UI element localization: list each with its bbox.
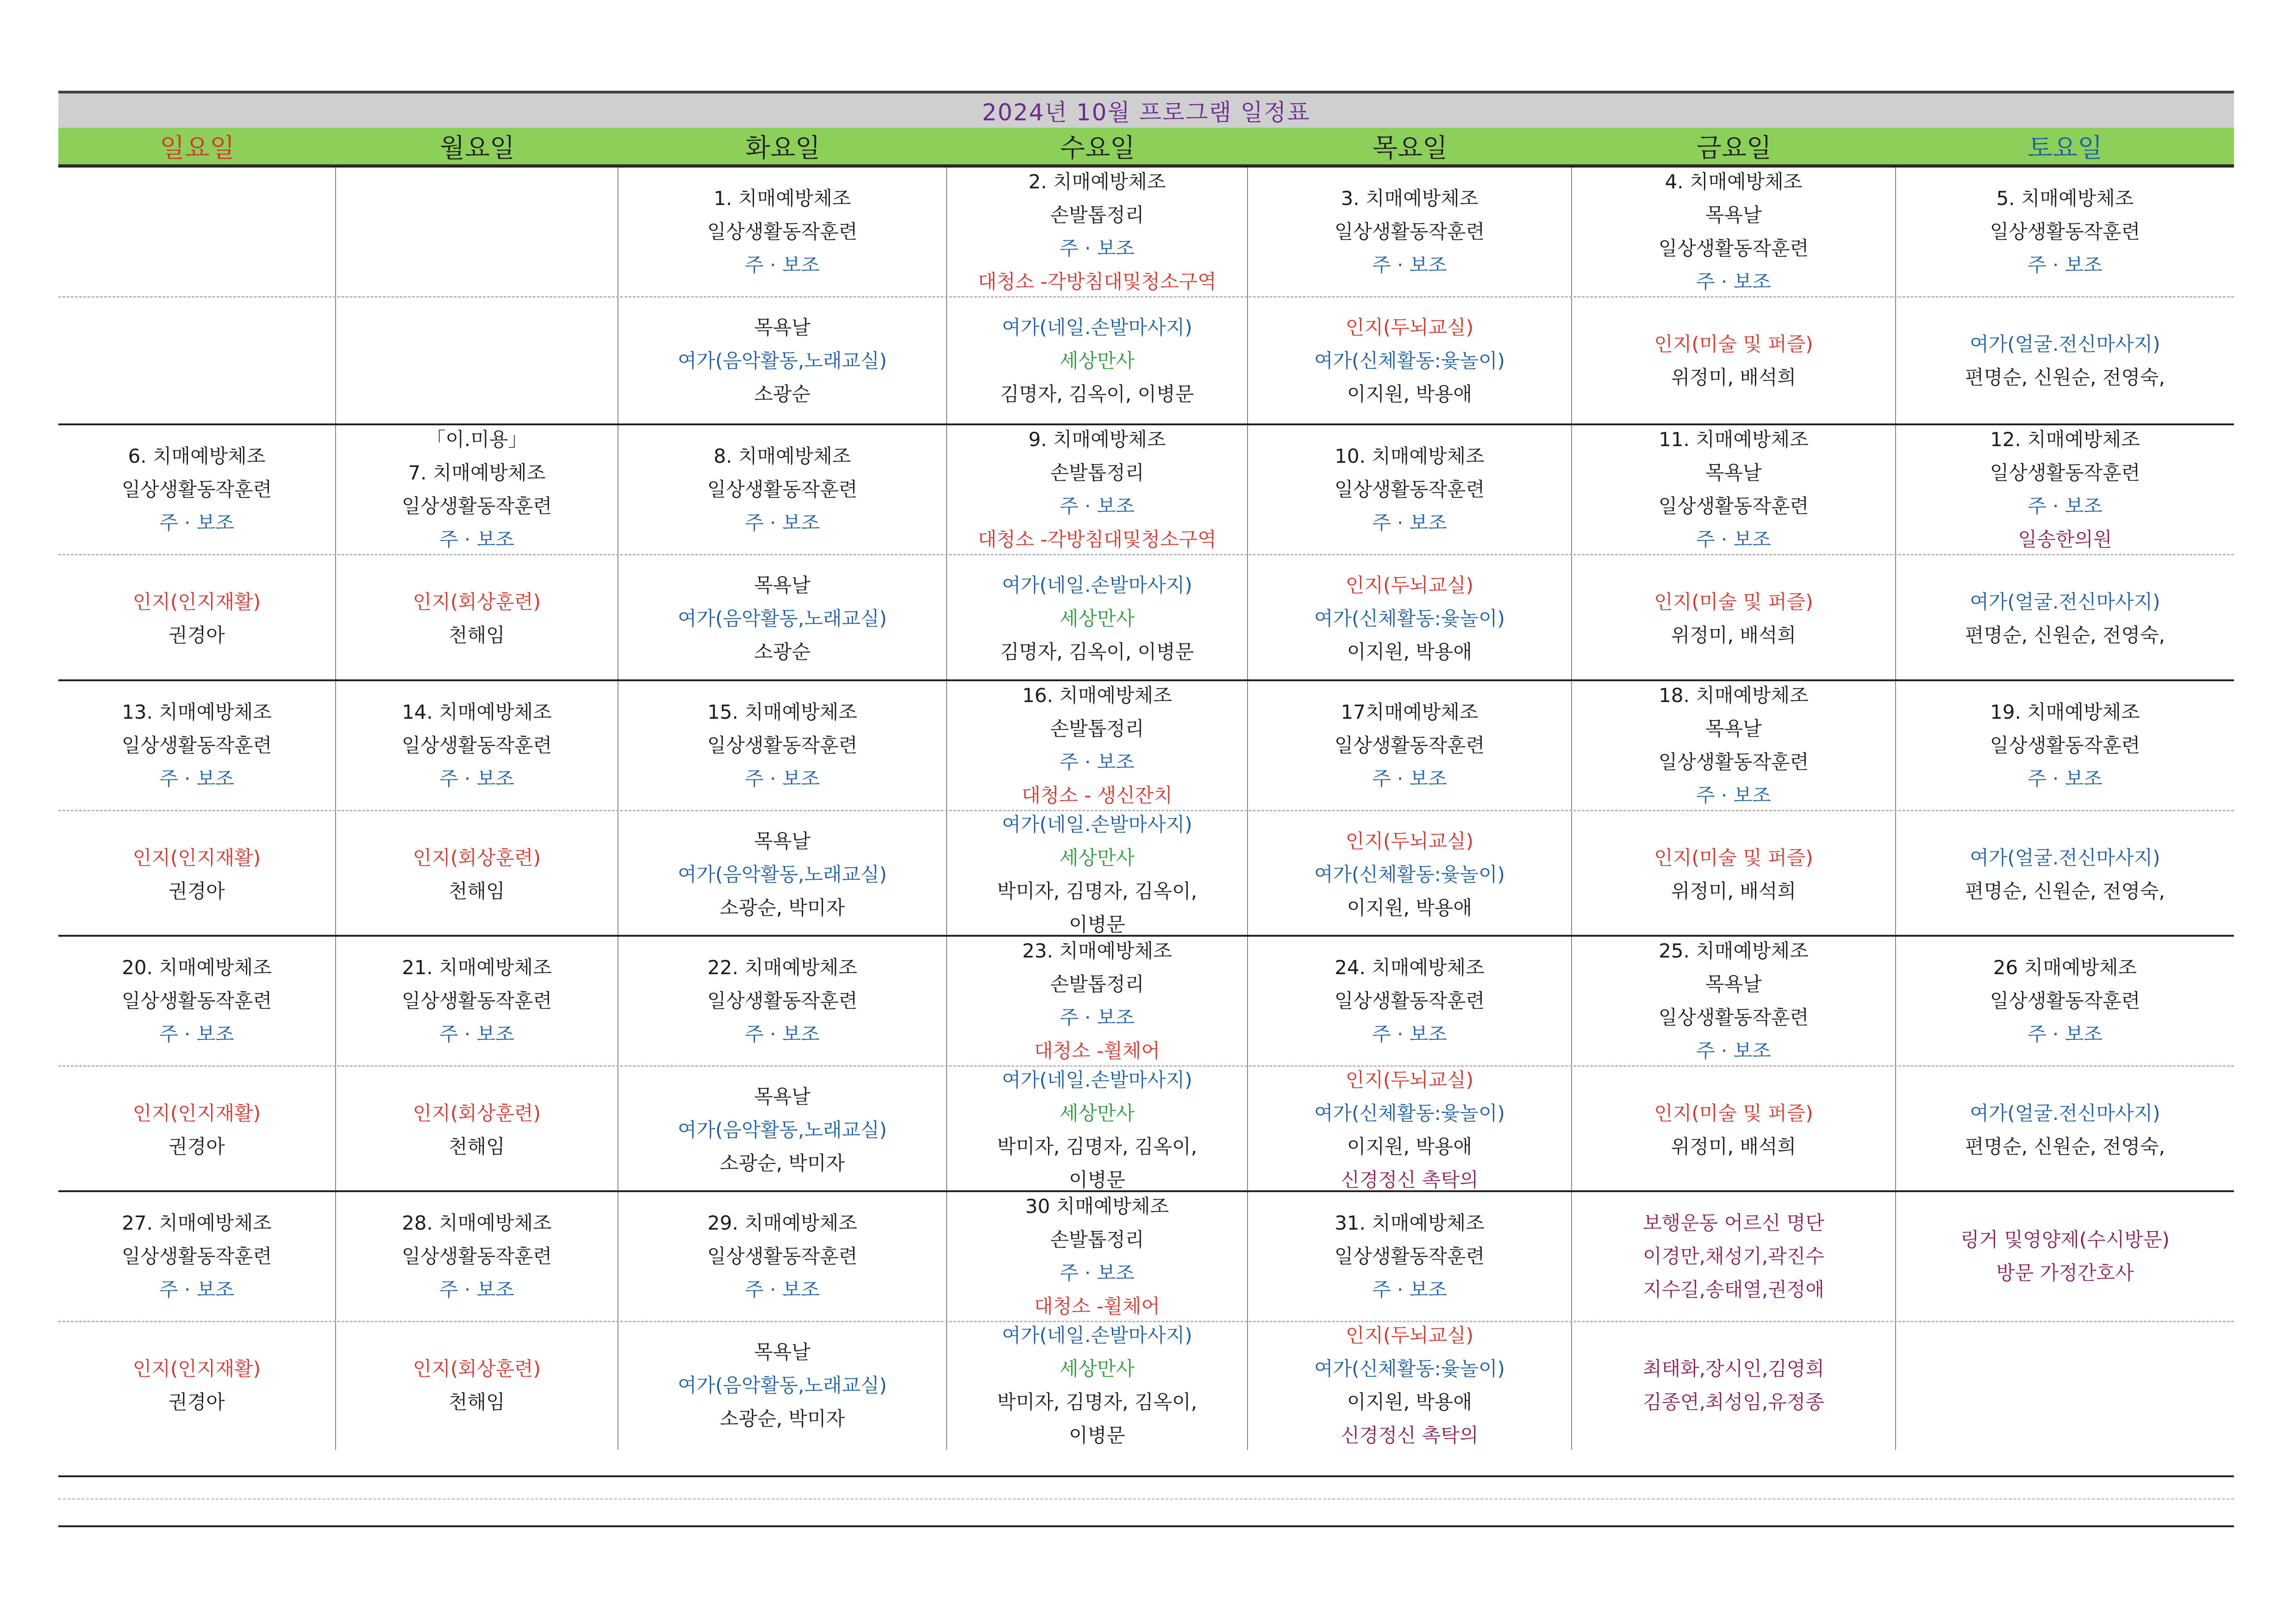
schedule-entry: 박미자, 김명자, 김옥이, — [997, 879, 1197, 902]
schedule-entry: 여가(네일.손발마사지) — [1002, 1324, 1192, 1347]
schedule-entry: 주 · 보조 — [159, 1023, 234, 1045]
schedule-entry: 주 · 보조 — [1060, 1006, 1135, 1029]
schedule-entry: 주 · 보조 — [1060, 751, 1135, 773]
schedule-entry: 인지(인지재활) — [132, 1101, 261, 1125]
day-cell-friday-top — [1572, 681, 1896, 810]
schedule-entry: 일상생활동작훈련 — [707, 1245, 858, 1268]
schedule-entry: 6. 치매예방체조 — [128, 445, 266, 467]
schedule-entry: 편명순, 신원순, 전영숙, — [1965, 1135, 2165, 1158]
schedule-entry: 주 · 보조 — [1696, 528, 1771, 551]
day-cell-thursday-bottom — [1248, 1065, 1572, 1194]
schedule-entry: 2. 치매예방체조 — [1028, 170, 1166, 193]
schedule-entry: 이병문 — [1069, 1424, 1125, 1447]
schedule-entry: 24. 치매예방체조 — [1335, 956, 1485, 979]
weekday-header-tuesday: 화요일 — [745, 133, 821, 163]
schedule-entry: 일상생활동작훈련 — [1658, 495, 1809, 517]
schedule-entry: 주 · 보조 — [1060, 1262, 1135, 1284]
schedule-entry: 21. 치매예방체조 — [402, 956, 552, 979]
schedule-entry: 5. 치매예방체조 — [1996, 187, 2134, 210]
schedule-entry: 주 · 보조 — [439, 528, 514, 551]
day-cell-monday-top — [336, 937, 618, 1065]
schedule-title: 2024년 10월 프로그램 일정표 — [982, 99, 1310, 126]
schedule-entry: 박미자, 김명자, 김옥이, — [997, 1390, 1197, 1413]
schedule-entry: 여가(음악활동,노래교실) — [678, 1118, 887, 1141]
day-cell-tuesday-top — [618, 168, 947, 296]
schedule-entry: 편명순, 신원순, 전영숙, — [1965, 623, 2165, 647]
schedule-entry: 손발톱정리 — [1050, 717, 1144, 740]
schedule-entry: 대청소 - 생신잔치 — [1022, 784, 1173, 807]
schedule-entry: 이지원, 박용애 — [1347, 896, 1472, 919]
day-cell-sunday-bottom — [58, 296, 336, 425]
week-3-bottom-row — [58, 810, 2234, 939]
schedule-entry: 10. 치매예방체조 — [1335, 445, 1485, 467]
day-cell-tuesday-top — [618, 425, 947, 554]
schedule-entry: 주 · 보조 — [1696, 1039, 1771, 1062]
schedule-entry: 일상생활동작훈련 — [1990, 989, 2140, 1012]
schedule-entry: 인지(두뇌교실) — [1345, 829, 1474, 852]
schedule-entry: 방문 가정간호사 — [1996, 1262, 2134, 1284]
schedule-entry: 권경아 — [168, 623, 225, 647]
schedule-entry: 여가(얼굴.전신마사지) — [1970, 332, 2160, 355]
schedule-entry: 일상생활동작훈련 — [121, 1245, 272, 1268]
week-1-bottom-row — [58, 296, 2234, 425]
schedule-entry: 26 치매예방체조 — [1993, 956, 2137, 979]
day-cell-monday-bottom — [336, 1321, 618, 1450]
schedule-entry: 인지(미술 및 퍼즐) — [1654, 1101, 1813, 1125]
schedule-title-bar — [58, 91, 2234, 128]
schedule-entry: 소광순 — [754, 382, 811, 405]
week-5-bottom-row — [58, 1321, 2234, 1450]
day-cell-monday-bottom — [336, 1065, 618, 1194]
schedule-entry: 인지(인지재활) — [132, 590, 261, 613]
day-cell-monday-bottom — [336, 296, 618, 425]
weekday-header-monday: 월요일 — [439, 133, 515, 163]
weekday-header-sunday: 일요일 — [159, 133, 235, 163]
week-5-top-row — [58, 1192, 2234, 1321]
weekday-header-wednesday: 수요일 — [1060, 133, 1136, 163]
schedule-entry: 11. 치매예방체조 — [1659, 428, 1809, 451]
day-cell-sunday-top — [58, 168, 336, 296]
day-cell-friday-top — [1572, 425, 1896, 554]
schedule-entry: 인지(두뇌교실) — [1345, 1324, 1474, 1347]
schedule-entry: 주 · 보조 — [1060, 495, 1135, 517]
schedule-entry: 여가(음악활동,노래교실) — [678, 863, 887, 886]
half-separator — [58, 554, 2234, 555]
weekday-header-row — [58, 128, 2234, 166]
schedule-entry: 세상만사 — [1059, 349, 1135, 372]
schedule-entry: 17치매예방체조 — [1341, 701, 1479, 723]
week-4-bottom-row — [58, 1065, 2234, 1194]
schedule-entry: 대청소 -휠체어 — [1034, 1039, 1160, 1062]
day-cell-saturday-top — [1896, 425, 2234, 554]
schedule-entry: 대청소 -각방침대및청소구역 — [978, 270, 1217, 293]
schedule-entry: 편명순, 신원순, 전영숙, — [1965, 879, 2165, 902]
schedule-entry: 이병문 — [1069, 1168, 1125, 1191]
schedule-entry: 주 · 보조 — [2028, 495, 2103, 517]
day-cell-wednesday-top — [947, 1192, 1248, 1321]
week-2 — [58, 423, 2234, 681]
schedule-entry: 이경만,채성기,곽진수 — [1643, 1245, 1824, 1268]
schedule-entry: 일상생활동작훈련 — [707, 220, 858, 243]
schedule-entry: 일상생활동작훈련 — [1334, 1245, 1485, 1268]
day-cell-thursday-top — [1248, 168, 1572, 296]
day-cell-saturday-bottom — [1896, 1321, 2234, 1450]
half-separator — [58, 1321, 2234, 1322]
schedule-entry: 주 · 보조 — [1372, 511, 1447, 534]
day-cell-friday-bottom — [1572, 554, 1896, 683]
schedule-entry: 권경아 — [168, 1135, 225, 1158]
day-cell-saturday-top — [1896, 937, 2234, 1065]
schedule-entry: 대청소 -각방침대및청소구역 — [978, 528, 1217, 551]
day-cell-friday-bottom — [1572, 296, 1896, 425]
schedule-entry: 일상생활동작훈련 — [1658, 237, 1809, 260]
schedule-entry: 주 · 보조 — [745, 767, 820, 790]
day-cell-wednesday-bottom — [947, 554, 1248, 683]
schedule-entry: 주 · 보조 — [159, 1278, 234, 1301]
schedule-entry: 천해임 — [449, 1135, 505, 1158]
schedule-entry: 일상생활동작훈련 — [707, 989, 858, 1012]
day-cell-saturday-bottom — [1896, 554, 2234, 683]
schedule-entry: 인지(두뇌교실) — [1345, 573, 1474, 597]
schedule-entry: 일상생활동작훈련 — [401, 1245, 552, 1268]
schedule-entry: 김명자, 김옥이, 이병문 — [1000, 640, 1194, 663]
schedule-entry: 일상생활동작훈련 — [121, 989, 272, 1012]
day-cell-wednesday-top — [947, 681, 1248, 810]
day-cell-sunday-bottom — [58, 554, 336, 683]
schedule-entry: 천해임 — [449, 879, 505, 902]
schedule-entry: 보행운동 어르신 명단 — [1643, 1212, 1824, 1234]
week-4 — [58, 935, 2234, 1193]
day-cell-sunday-bottom — [58, 1065, 336, 1194]
schedule-entry: 소광순, 박미자 — [719, 1407, 845, 1430]
schedule-entry: 인지(회상훈련) — [412, 1101, 541, 1125]
day-cell-tuesday-top — [618, 937, 947, 1065]
schedule-entry: 7. 치매예방체조 — [408, 461, 546, 484]
schedule-entry: 이병문 — [1069, 913, 1125, 936]
schedule-entry: 지수길,송태열,권정애 — [1643, 1278, 1824, 1301]
schedule-entry: 목욕날 — [1705, 717, 1762, 740]
day-cell-monday-bottom — [336, 810, 618, 939]
schedule-entry: 19. 치매예방체조 — [1990, 701, 2140, 723]
day-cell-thursday-bottom — [1248, 1321, 1572, 1450]
schedule-entry: 일상생활동작훈련 — [1990, 461, 2140, 484]
day-cell-monday-top — [336, 425, 618, 554]
day-cell-sunday-bottom — [58, 1321, 336, 1450]
schedule-entry: 천해임 — [449, 623, 505, 647]
schedule-entry: 목욕날 — [754, 829, 811, 852]
schedule-entry: 주 · 보조 — [745, 1278, 820, 1301]
schedule-entry: 이지원, 박용애 — [1347, 382, 1472, 405]
day-cell-sunday-top — [58, 425, 336, 554]
schedule-entry: 22. 치매예방체조 — [707, 956, 857, 979]
schedule-entry: 세상만사 — [1059, 1357, 1135, 1380]
schedule-entry: 손발톱정리 — [1050, 973, 1144, 995]
half-separator — [58, 810, 2234, 811]
schedule-entry: 15. 치매예방체조 — [707, 701, 857, 723]
schedule-entry: 위정미, 배석희 — [1671, 879, 1797, 902]
day-cell-wednesday-bottom — [947, 1321, 1248, 1450]
schedule-entry: 일상생활동작훈련 — [1334, 989, 1485, 1012]
schedule-entry: 링거 및영양제(수시방문) — [1960, 1228, 2170, 1251]
day-cell-thursday-top — [1248, 1192, 1572, 1321]
day-cell-wednesday-bottom — [947, 1065, 1248, 1194]
day-cell-friday-bottom — [1572, 810, 1896, 939]
schedule-entry: 25. 치매예방체조 — [1659, 939, 1809, 962]
schedule-entry: 목욕날 — [754, 316, 811, 339]
schedule-entry: 주 · 보조 — [439, 767, 514, 790]
schedule-entry: 여가(신체활동:윷놀이) — [1314, 349, 1505, 372]
day-cell-monday-top — [336, 1192, 618, 1321]
schedule-entry: 소광순, 박미자 — [719, 896, 845, 919]
schedule-entry: 여가(네일.손발마사지) — [1002, 573, 1192, 597]
schedule-entry: 29. 치매예방체조 — [707, 1212, 857, 1234]
schedule-entry: 주 · 보조 — [745, 1023, 820, 1045]
schedule-entry: 주 · 보조 — [1060, 237, 1135, 260]
schedule-entry: 16. 치매예방체조 — [1022, 684, 1172, 707]
schedule-entry: 신경정신 촉탁의 — [1341, 1424, 1479, 1447]
schedule-entry: 일상생활동작훈련 — [1334, 734, 1485, 757]
day-cell-monday-top — [336, 168, 618, 296]
schedule-entry: 위정미, 배석희 — [1671, 366, 1797, 389]
week-2-top-row — [58, 425, 2234, 554]
schedule-entry: 인지(회상훈련) — [412, 1357, 541, 1380]
schedule-entry: 주 · 보조 — [439, 1278, 514, 1301]
schedule-entry: 4. 치매예방체조 — [1665, 170, 1803, 193]
schedule-entry: 인지(인지재활) — [132, 846, 261, 869]
day-cell-saturday-top — [1896, 1192, 2234, 1321]
schedule-entry: 목욕날 — [754, 1085, 811, 1108]
day-cell-sunday-top — [58, 1192, 336, 1321]
day-cell-thursday-top — [1248, 425, 1572, 554]
schedule-entry: 주 · 보조 — [1372, 767, 1447, 790]
schedule-entry: 박미자, 김명자, 김옥이, — [997, 1135, 1197, 1158]
schedule-entry: 여가(얼굴.전신마사지) — [1970, 1101, 2160, 1125]
half-separator — [58, 296, 2234, 298]
day-cell-thursday-top — [1248, 937, 1572, 1065]
schedule-entry: 세상만사 — [1059, 846, 1135, 869]
day-cell-friday-top — [1572, 1192, 1896, 1321]
schedule-entry: 주 · 보조 — [745, 254, 820, 276]
day-cell-tuesday-bottom — [618, 554, 947, 683]
schedule-entry: 일상생활동작훈련 — [121, 478, 272, 501]
schedule-entry: 목욕날 — [1705, 973, 1762, 995]
schedule-entry: 27. 치매예방체조 — [122, 1212, 272, 1234]
day-cell-friday-bottom — [1572, 1065, 1896, 1194]
weekday-header-friday: 금요일 — [1696, 133, 1772, 163]
schedule-entry: 「이.미용」 — [426, 428, 528, 451]
schedule-entry: 손발톱정리 — [1050, 461, 1144, 484]
schedule-entry: 최태화,장시인,김영희 — [1643, 1357, 1824, 1380]
week-5 — [58, 1190, 2234, 1448]
day-cell-tuesday-bottom — [618, 1065, 947, 1194]
schedule-entry: 이지원, 박용애 — [1347, 640, 1472, 663]
day-cell-friday-bottom — [1572, 1321, 1896, 1450]
schedule-entry: 소광순, 박미자 — [719, 1151, 845, 1175]
schedule-entry: 주 · 보조 — [745, 511, 820, 534]
schedule-entry: 김명자, 김옥이, 이병문 — [1000, 382, 1194, 405]
schedule-entry: 여가(신체활동:윷놀이) — [1314, 863, 1505, 886]
week-2-bottom-row — [58, 554, 2234, 683]
day-cell-tuesday-bottom — [618, 810, 947, 939]
day-cell-thursday-bottom — [1248, 554, 1572, 683]
day-cell-wednesday-top — [947, 168, 1248, 296]
schedule-entry: 주 · 보조 — [1372, 1023, 1447, 1045]
schedule-entry: 인지(회상훈련) — [412, 846, 541, 869]
schedule-entry: 30 치매예방체조 — [1025, 1195, 1169, 1218]
schedule-entry: 인지(두뇌교실) — [1345, 1068, 1474, 1091]
schedule-entry: 31. 치매예방체조 — [1335, 1212, 1485, 1234]
schedule-entry: 손발톱정리 — [1050, 204, 1144, 226]
day-cell-thursday-bottom — [1248, 296, 1572, 425]
schedule-entry: 여가(네일.손발마사지) — [1002, 1068, 1192, 1091]
schedule-entry: 주 · 보조 — [159, 767, 234, 790]
schedule-entry: 소광순 — [754, 640, 811, 663]
footer-divider-bottom — [58, 1525, 2234, 1527]
schedule-entry: 주 · 보조 — [1696, 270, 1771, 293]
schedule-entry: 편명순, 신원순, 전영숙, — [1965, 366, 2165, 389]
schedule-entry: 일상생활동작훈련 — [707, 478, 858, 501]
schedule-entry: 인지(미술 및 퍼즐) — [1654, 846, 1813, 869]
schedule-entry: 목욕날 — [754, 573, 811, 597]
schedule-entry: 주 · 보조 — [1372, 254, 1447, 276]
schedule-entry: 여가(네일.손발마사지) — [1002, 813, 1192, 836]
day-cell-saturday-top — [1896, 681, 2234, 810]
schedule-entry: 인지(미술 및 퍼즐) — [1654, 590, 1813, 613]
day-cell-friday-top — [1572, 937, 1896, 1065]
schedule-entry: 일상생활동작훈련 — [1990, 220, 2140, 243]
schedule-entry: 인지(인지재활) — [132, 1357, 261, 1380]
day-cell-monday-top — [336, 681, 618, 810]
schedule-entry: 인지(미술 및 퍼즐) — [1654, 332, 1813, 355]
schedule-entry: 1. 치매예방체조 — [713, 187, 851, 210]
week-4-top-row — [58, 937, 2234, 1065]
schedule-entry: 일상생활동작훈련 — [401, 734, 552, 757]
schedule-entry: 일상생활동작훈련 — [1658, 751, 1809, 773]
schedule-entry: 여가(신체활동:윷놀이) — [1314, 607, 1505, 630]
schedule-entry: 목욕날 — [754, 1340, 811, 1363]
schedule-entry: 여가(얼굴.전신마사지) — [1970, 590, 2160, 613]
schedule-entry: 주 · 보조 — [2028, 254, 2103, 276]
day-cell-wednesday-bottom — [947, 810, 1248, 939]
schedule-entry: 일상생활동작훈련 — [1658, 1006, 1809, 1029]
schedule-entry: 위정미, 배석희 — [1671, 623, 1797, 647]
day-cell-saturday-bottom — [1896, 1065, 2234, 1194]
schedule-entry: 이지원, 박용애 — [1347, 1135, 1472, 1158]
day-cell-monday-bottom — [336, 554, 618, 683]
schedule-entry: 18. 치매예방체조 — [1659, 684, 1809, 707]
day-cell-sunday-top — [58, 681, 336, 810]
schedule-entry: 일상생활동작훈련 — [1334, 478, 1485, 501]
schedule-entry: 천해임 — [449, 1390, 505, 1413]
schedule-entry: 3. 치매예방체조 — [1341, 187, 1479, 210]
schedule-entry: 주 · 보조 — [2028, 767, 2103, 790]
day-cell-saturday-bottom — [1896, 296, 2234, 425]
schedule-entry: 14. 치매예방체조 — [402, 701, 552, 723]
schedule-entry: 김종연,최성임,유정종 — [1643, 1390, 1824, 1413]
schedule-entry: 여가(음악활동,노래교실) — [678, 1374, 887, 1397]
schedule-entry: 여가(음악활동,노래교실) — [678, 607, 887, 630]
schedule-entry: 세상만사 — [1059, 1101, 1135, 1125]
schedule-entry: 대청소 -휠체어 — [1034, 1295, 1160, 1318]
schedule-entry: 인지(두뇌교실) — [1345, 316, 1474, 339]
footer-divider — [58, 1475, 2234, 1477]
day-cell-friday-top — [1572, 168, 1896, 296]
day-cell-sunday-top — [58, 937, 336, 1065]
day-cell-thursday-bottom — [1248, 810, 1572, 939]
schedule-entry: 8. 치매예방체조 — [713, 445, 851, 467]
day-cell-tuesday-top — [618, 681, 947, 810]
schedule-entry: 위정미, 배석희 — [1671, 1135, 1797, 1158]
schedule-entry: 여가(음악활동,노래교실) — [678, 349, 887, 372]
day-cell-wednesday-top — [947, 937, 1248, 1065]
schedule-entry: 주 · 보조 — [1372, 1278, 1447, 1301]
schedule-entry: 여가(신체활동:윷놀이) — [1314, 1101, 1505, 1125]
day-cell-wednesday-bottom — [947, 296, 1248, 425]
day-cell-tuesday-top — [618, 1192, 947, 1321]
week-1-top-row — [58, 168, 2234, 296]
schedule-entry: 주 · 보조 — [1696, 784, 1771, 807]
schedule-entry: 여가(네일.손발마사지) — [1002, 316, 1192, 339]
schedule-entry: 12. 치매예방체조 — [1990, 428, 2140, 451]
half-separator — [58, 1065, 2234, 1067]
day-cell-tuesday-bottom — [618, 1321, 947, 1450]
week-1 — [58, 166, 2234, 423]
schedule-entry: 주 · 보조 — [439, 1023, 514, 1045]
day-cell-sunday-bottom — [58, 810, 336, 939]
schedule-entry: 목욕날 — [1705, 461, 1762, 484]
day-cell-saturday-bottom — [1896, 810, 2234, 939]
day-cell-tuesday-bottom — [618, 296, 947, 425]
day-cell-wednesday-top — [947, 425, 1248, 554]
schedule-entry: 13. 치매예방체조 — [122, 701, 272, 723]
weekday-header-thursday: 목요일 — [1372, 133, 1448, 163]
schedule-entry: 일상생활동작훈련 — [121, 734, 272, 757]
schedule-entry: 일상생활동작훈련 — [707, 734, 858, 757]
schedule-entry: 일상생활동작훈련 — [1990, 734, 2140, 757]
schedule-entry: 23. 치매예방체조 — [1022, 939, 1172, 962]
schedule-entry: 목욕날 — [1705, 204, 1762, 226]
schedule-entry: 이지원, 박용애 — [1347, 1390, 1472, 1413]
week-3 — [58, 679, 2234, 937]
day-cell-saturday-top — [1896, 168, 2234, 296]
schedule-entry: 20. 치매예방체조 — [122, 956, 272, 979]
schedule-entry: 일상생활동작훈련 — [1334, 220, 1485, 243]
schedule-entry: 주 · 보조 — [2028, 1023, 2103, 1045]
schedule-entry: 28. 치매예방체조 — [402, 1212, 552, 1234]
schedule-entry: 일상생활동작훈련 — [401, 495, 552, 517]
day-cell-thursday-top — [1248, 681, 1572, 810]
schedule-entry: 9. 치매예방체조 — [1028, 428, 1166, 451]
schedule-entry: 세상만사 — [1059, 607, 1135, 630]
week-3-top-row — [58, 681, 2234, 810]
schedule-entry: 여가(신체활동:윷놀이) — [1314, 1357, 1505, 1380]
schedule-entry: 여가(얼굴.전신마사지) — [1970, 846, 2160, 869]
schedule-entry: 주 · 보조 — [159, 511, 234, 534]
weekday-header-saturday: 토요일 — [2027, 133, 2103, 163]
schedule-entry: 일송한의원 — [2018, 528, 2112, 551]
schedule-entry: 손발톱정리 — [1050, 1228, 1144, 1251]
schedule-entry: 일상생활동작훈련 — [401, 989, 552, 1012]
schedule-entry: 권경아 — [168, 1390, 225, 1413]
schedule-entry: 신경정신 촉탁의 — [1341, 1168, 1479, 1191]
schedule-entry: 권경아 — [168, 879, 225, 902]
schedule-entry: 인지(회상훈련) — [412, 590, 541, 613]
